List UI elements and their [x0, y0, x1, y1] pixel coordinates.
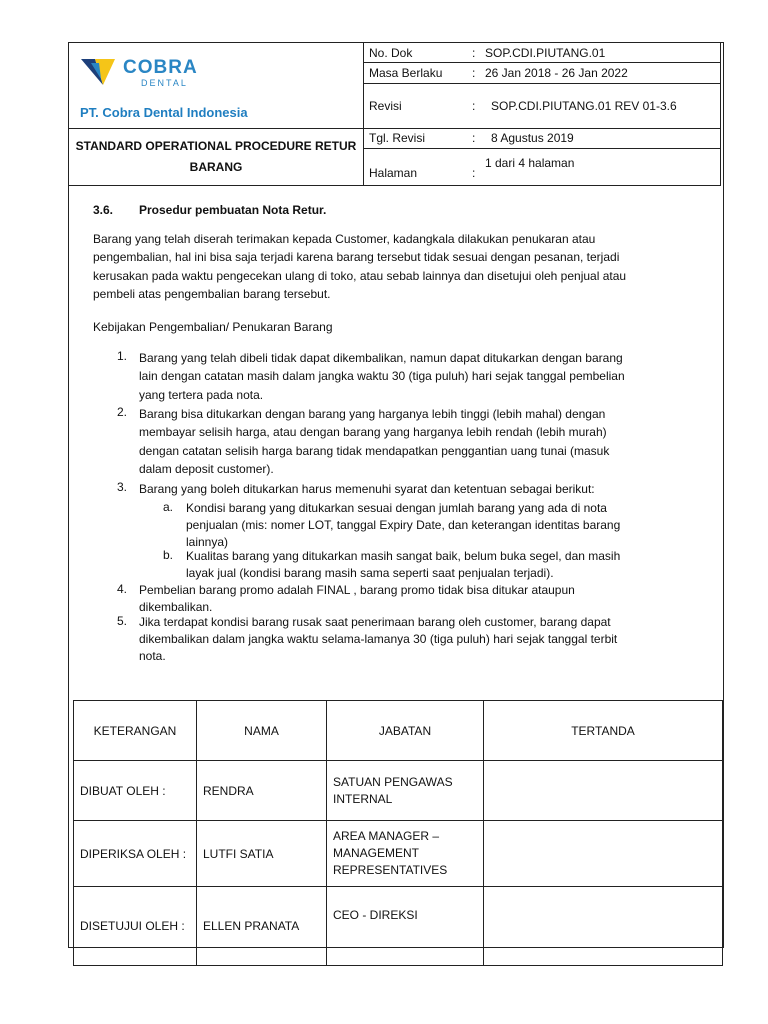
list-item-line: Barang bisa ditukarkan dengan barang yang harganya lebih tinggi (lebih mahal) dengan: [139, 407, 606, 421]
section-number: 3.6.: [93, 203, 114, 217]
header-nama: NAMA: [197, 701, 327, 761]
list-item-line: Barang yang boleh ditukarkan harus memenuhi syarat dan ketentuan sebagai berikut:: [139, 482, 595, 496]
title-line-1: STANDARD OPERATIONAL PROCEDURE RETUR: [75, 139, 357, 153]
signature-table: [73, 700, 723, 966]
masa-berlaku-label: Masa Berlaku: [369, 66, 443, 80]
colon: :: [472, 46, 476, 60]
header-jabatan: JABATAN: [327, 701, 484, 761]
section-title: Prosedur pembuatan Nota Retur.: [139, 203, 327, 217]
sublist-line: Kualitas barang yang ditukarkan masih sangat baik, belum buka segel, dan masih: [186, 549, 621, 563]
jabatan-cell: [327, 821, 484, 887]
policy-heading: Kebijakan Pengembalian/ Penukaran Barang: [93, 320, 333, 334]
jabatan-cell: [327, 887, 484, 966]
jabatan-line: AREA MANAGER –: [333, 829, 440, 843]
logo-subtitle: DENTAL: [141, 78, 188, 88]
table-row: [74, 887, 723, 966]
list-item-line: dikembalikan dalam jangka waktu selama-lamanya 30 (tiga puluh) hari sejak tanggal terbit: [139, 632, 618, 646]
intro-line: pengembalian, hal ini bisa saja terjadi karena barang tersebut tidak sesuai dengan pesanan, terjadi: [93, 250, 620, 265]
logo-wordmark: COBRA: [123, 57, 198, 78]
halaman-label: Halaman: [369, 166, 418, 180]
jabatan-line: CEO - DIREKSI: [333, 908, 418, 922]
document-title: [69, 129, 364, 186]
sublist-letter: a.: [163, 500, 174, 514]
list-item: [139, 614, 679, 665]
no-dok-label: No. Dok: [369, 46, 413, 60]
jabatan-line: MANAGEMENT: [333, 846, 420, 860]
masa-berlaku-value: 26 Jan 2018 - 26 Jan 2022: [485, 66, 628, 80]
title-line-2: BARANG: [189, 160, 243, 174]
list-number: 3.: [116, 480, 127, 494]
logo-cell: [69, 43, 364, 129]
revisi-label: Revisi: [369, 99, 402, 113]
meta-revisi: [364, 84, 721, 129]
jabatan-line: INTERNAL: [333, 791, 393, 806]
list-item-line: dalam deposit customer).: [139, 462, 274, 477]
intro-line: kerusakan pada waktu pengecekan ulang di toko, atau sebab lainnya dan disetujui oleh penjual atau: [93, 268, 627, 283]
nama-cell: ELLEN PRANATA: [197, 887, 327, 966]
header-keterangan: KETERANGAN: [74, 701, 197, 761]
sublist-letter: b.: [163, 548, 174, 562]
list-item: [139, 582, 679, 616]
sublist-item: [186, 500, 676, 551]
sublist-line: penjualan (mis: nomer LOT, tanggal Expiry Date, dan keterangan identitas barang: [186, 518, 621, 532]
intro-line: Barang yang telah diserah terimakan kepada Customer, kadangkala dilakukan penukaran atau: [93, 232, 596, 246]
list-number: 1.: [116, 349, 127, 363]
table-header-row: [74, 701, 723, 761]
sublist-line: Kondisi barang yang ditukarkan sesuai dengan jumlah barang yang ada di nota: [186, 501, 607, 515]
keterangan-cell: DIPERIKSA OLEH :: [74, 821, 197, 887]
keterangan-cell: DISETUJUI OLEH :: [74, 887, 197, 966]
list-number: 5.: [116, 614, 127, 628]
list-item-line: Pembelian barang promo adalah FINAL , barang promo tidak bisa ditukar ataupun: [139, 583, 575, 597]
list-item-line: dengan catatan selisih harga barang tidak mendapatkan penggantian uang tunai (masuk: [139, 443, 610, 458]
list-item-line: nota.: [139, 649, 166, 663]
tgl-revisi-value: 8 Agustus 2019: [491, 131, 574, 145]
list-item-line: yang tertera pada nota.: [139, 387, 264, 402]
halaman-value: 1 dari 4 halaman: [485, 156, 575, 170]
colon: :: [472, 131, 476, 145]
sublist-line: lainnya): [186, 535, 229, 549]
jabatan-line: REPRESENTATIVES: [333, 863, 448, 877]
list-number: 2.: [116, 405, 127, 419]
colon: :: [472, 66, 476, 80]
list-item-line: membayar selisih harga, atau dengan barang yang harganya lebih rendah (lebih murah): [139, 425, 607, 440]
meta-no-dok: [364, 43, 721, 63]
table-row: [74, 761, 723, 821]
list-item-line: Jika terdapat kondisi barang rusak saat penerimaan barang oleh customer, barang dapat: [139, 615, 611, 629]
nama-cell: LUTFI SATIA: [197, 821, 327, 887]
list-number: 4.: [116, 582, 127, 596]
colon: :: [472, 99, 476, 113]
signature-cell[interactable]: [484, 761, 723, 821]
meta-tgl-revisi: [364, 129, 721, 149]
jabatan-line: SATUAN PENGAWAS: [333, 774, 453, 789]
sublist-line: layak jual (kondisi barang masih sama seperti saat penjualan terjadi).: [186, 566, 554, 580]
list-item: [139, 349, 679, 404]
list-item-line: lain dengan catatan masih dalam jangka waktu 30 (tiga puluh) hari sejak tanggal pembelian: [139, 369, 625, 384]
intro-paragraph: [93, 230, 683, 304]
cobra-logo-icon: [81, 55, 117, 87]
keterangan-cell: DIBUAT OLEH :: [74, 761, 197, 821]
jabatan-cell: [327, 761, 484, 821]
list-item: [139, 405, 679, 479]
list-item-line: Barang yang telah dibeli tidak dapat dikembalikan, namun dapat ditukarkan dengan barang: [139, 351, 623, 365]
table-row: [74, 821, 723, 887]
intro-line: pembeli atas pengembalian barang tersebut.: [93, 287, 331, 302]
signature-cell[interactable]: [484, 887, 723, 966]
list-item: [139, 480, 679, 498]
colon: :: [472, 166, 476, 180]
list-item-line: dikembalikan.: [139, 600, 213, 614]
no-dok-value: SOP.CDI.PIUTANG.01: [485, 46, 606, 60]
meta-masa-berlaku: [364, 63, 721, 84]
company-name: PT. Cobra Dental Indonesia: [80, 105, 248, 120]
tgl-revisi-label: Tgl. Revisi: [369, 131, 426, 145]
header-tertanda: TERTANDA: [484, 701, 723, 761]
sublist-item: [186, 548, 676, 582]
nama-cell: RENDRA: [197, 761, 327, 821]
revisi-value: SOP.CDI.PIUTANG.01 REV 01-3.6: [491, 99, 677, 113]
document-header: [68, 42, 721, 186]
signature-cell[interactable]: [484, 821, 723, 887]
meta-halaman: [364, 149, 721, 186]
